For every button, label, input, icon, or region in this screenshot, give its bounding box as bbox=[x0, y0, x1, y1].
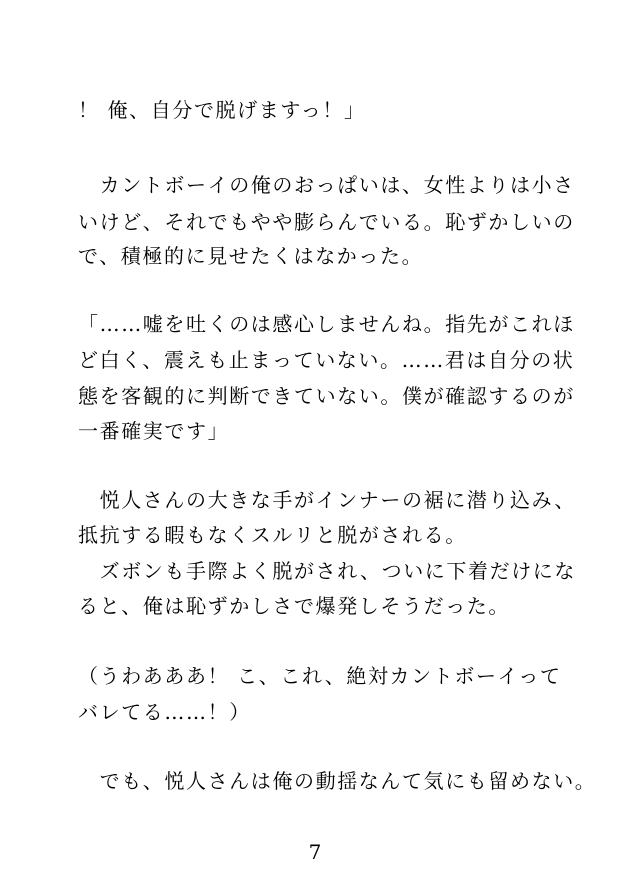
text-line: いけど、それでもやや膨らんでいる。恥ずかしいの bbox=[78, 210, 575, 234]
text-line: カントボーイの俺のおっぱいは、女性よりは小さ bbox=[78, 173, 575, 197]
text-line: 態を客観的に判断できていない。僕が確認するのが bbox=[78, 384, 575, 408]
text-line: ど白く、震えも止まっていない。……君は自分の状 bbox=[78, 348, 575, 372]
text-line: 一番確実です」 bbox=[78, 419, 230, 443]
text-line: 抵抗する暇もなくスルリと脱がされる。 bbox=[78, 523, 467, 547]
text-line: ズボンも手際よく脱がされ、ついに下着だけにな bbox=[78, 559, 576, 583]
text-line: バレてる……！） bbox=[78, 700, 251, 724]
text-line: でも、悦人さんは俺の動揺なんて気にも留めない。 bbox=[78, 769, 597, 793]
text-line: 「……嘘を吐くのは感心しませんね。指先がこれほ bbox=[78, 312, 575, 336]
text-line: 悦人さんの大きな手がインナーの裾に潜り込み、 bbox=[78, 488, 576, 512]
text-line: ！ 俺、自分で脱げますっ！」 bbox=[78, 98, 366, 122]
page-number: 7 bbox=[308, 840, 322, 864]
text-line: （うわあああ！ こ、これ、絶対カントボーイって bbox=[78, 664, 562, 688]
text-line: で、積極的に見せたくはなかった。 bbox=[78, 244, 424, 268]
text-line: ると、俺は恥ずかしさで爆発しそうだった。 bbox=[78, 594, 510, 618]
